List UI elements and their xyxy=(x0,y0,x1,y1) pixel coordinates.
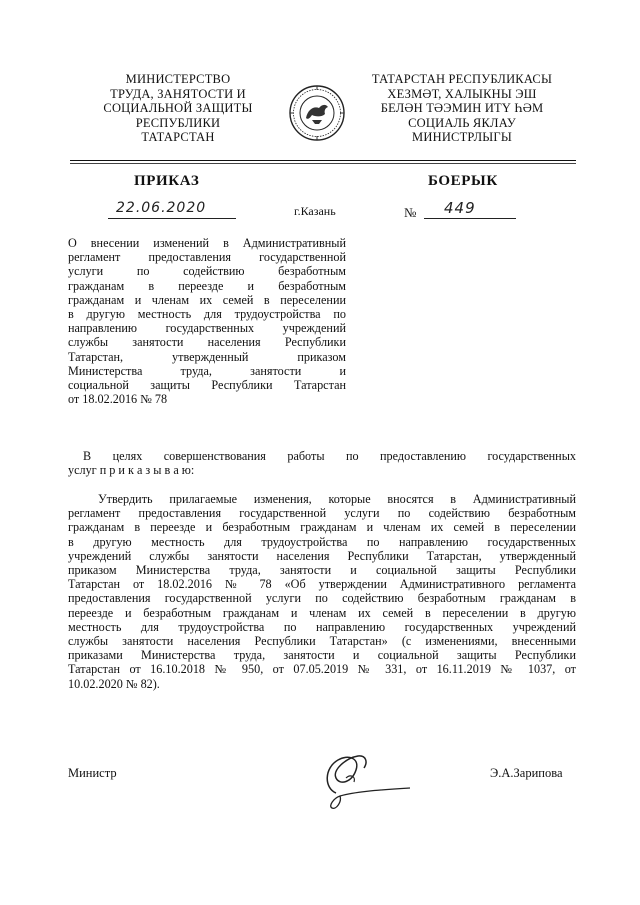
ministry-name-russian xyxy=(78,72,278,145)
subject-line: Министерства труда, занятости и xyxy=(68,363,346,378)
subject-line: гражданам и членам их семей в переселении xyxy=(68,292,346,307)
header-line: БЕЛӘН ТӘЭМИН ИТҮ ҺӘМ xyxy=(380,101,544,115)
number-label: № xyxy=(404,205,417,220)
order-line: Утвердить прилагаемые изменения, которые вносятся в Административный xyxy=(98,492,576,506)
subject-line: в другую местность для трудоустройства по xyxy=(68,307,346,322)
subject-line: от 18.02.2016 № 78 xyxy=(68,392,168,407)
order-line: Татарстан от 18.02.2016 № 78 «Об утверждении Административного регламента xyxy=(68,577,576,592)
ministry-name-tatar xyxy=(352,72,572,145)
signature-icon xyxy=(306,738,416,818)
subject-line: социальной защиты Республики Татарстан xyxy=(68,378,346,393)
subject-line: услуги по содействию безработным xyxy=(68,264,346,279)
order-number: 449 xyxy=(444,199,476,217)
subject-line: направлению государственных учреждений xyxy=(68,321,346,336)
header-divider xyxy=(70,160,576,161)
signature-position: Министр xyxy=(68,766,117,780)
subject-line: гражданам в переезде и безработным xyxy=(68,278,346,293)
number-underline xyxy=(424,218,516,219)
header-divider-thin xyxy=(70,163,576,164)
subject-line: Татарстан, утвержденный приказом xyxy=(68,349,346,364)
header-line: РЕСПУБЛИКИ xyxy=(135,115,221,130)
order-line: 10.02.2020 № 82). xyxy=(68,676,160,691)
header-line: ТРУДА, ЗАНЯТОСТИ И xyxy=(110,86,246,101)
order-line: переезде и безработным гражданам и членам их семей в переселении в другую xyxy=(68,605,576,620)
header-line: ХЕЗМӘТ, ХАЛЫКНЫ ЭШ xyxy=(387,86,537,101)
order-line: службы занятости населения Республики Татарстан» (с изменениями, внесенными xyxy=(68,634,576,649)
order-line: гражданам в переезде и безработным гражданам и членам их семей в переселении xyxy=(68,520,576,535)
tatarstan-emblem xyxy=(288,84,346,142)
city: г.Казань xyxy=(294,204,336,218)
preamble xyxy=(68,449,576,477)
signatory-name: Э.А.Зарипова xyxy=(490,766,563,780)
title-boeryk: БОЕРЫК xyxy=(428,173,498,189)
subject-line: регламент предоставления государственной xyxy=(68,250,346,265)
preamble-line: В целях совершенствования работы по предоставлению государственных xyxy=(83,449,576,463)
date-underline xyxy=(108,218,236,219)
order-text xyxy=(68,492,576,691)
order-line: местность для трудоустройства по направлению государственных учреждений xyxy=(68,619,576,634)
header-line: ТАТАРСТАН РЕСПУБЛИКАСЫ xyxy=(371,72,553,86)
order-line: предоставления государственной услуги по содействию безработным гражданам в xyxy=(68,591,576,606)
order-line: приказом Министерства труда, занятости и социальной защиты Республики xyxy=(68,563,576,578)
order-line: регламент предоставления государственной услуги по содействию безработным xyxy=(68,506,576,521)
header-line: СОЦИАЛЬ ЯКЛАУ xyxy=(408,115,516,130)
header-line: СОЦИАЛЬНОЙ ЗАЩИТЫ xyxy=(103,101,253,115)
order-line: приказами Министерства труда, занятости и социальной защиты Республики xyxy=(68,648,576,663)
order-date: 22.06.2020 xyxy=(116,200,207,216)
handwritten-signature xyxy=(306,738,416,818)
emblem-icon xyxy=(288,84,346,142)
order-line: в другую местность для трудоустройства по направлению государственных xyxy=(68,534,576,549)
order-line: Татарстан от 16.10.2018 № 950, от 07.05.2019 № 331, от 16.11.2019 № 1037, от xyxy=(68,662,576,677)
header-line: ТАТАРСТАН xyxy=(141,130,215,144)
header-line: МИНИСТРЛЫГЫ xyxy=(412,130,512,144)
title-prikaz: ПРИКАЗ xyxy=(134,173,200,189)
subject-line: службы занятости населения Республики xyxy=(68,335,346,350)
header-line: МИНИСТЕРСТВО xyxy=(125,72,231,86)
preamble-line: услуг п р и к а з ы в а ю: xyxy=(68,463,195,478)
order-line: учреждений службы занятости населения Республики Татарстан, утвержденный xyxy=(68,548,576,563)
order-subject xyxy=(68,236,346,406)
subject-line: О внесении изменений в Административный xyxy=(68,236,346,250)
